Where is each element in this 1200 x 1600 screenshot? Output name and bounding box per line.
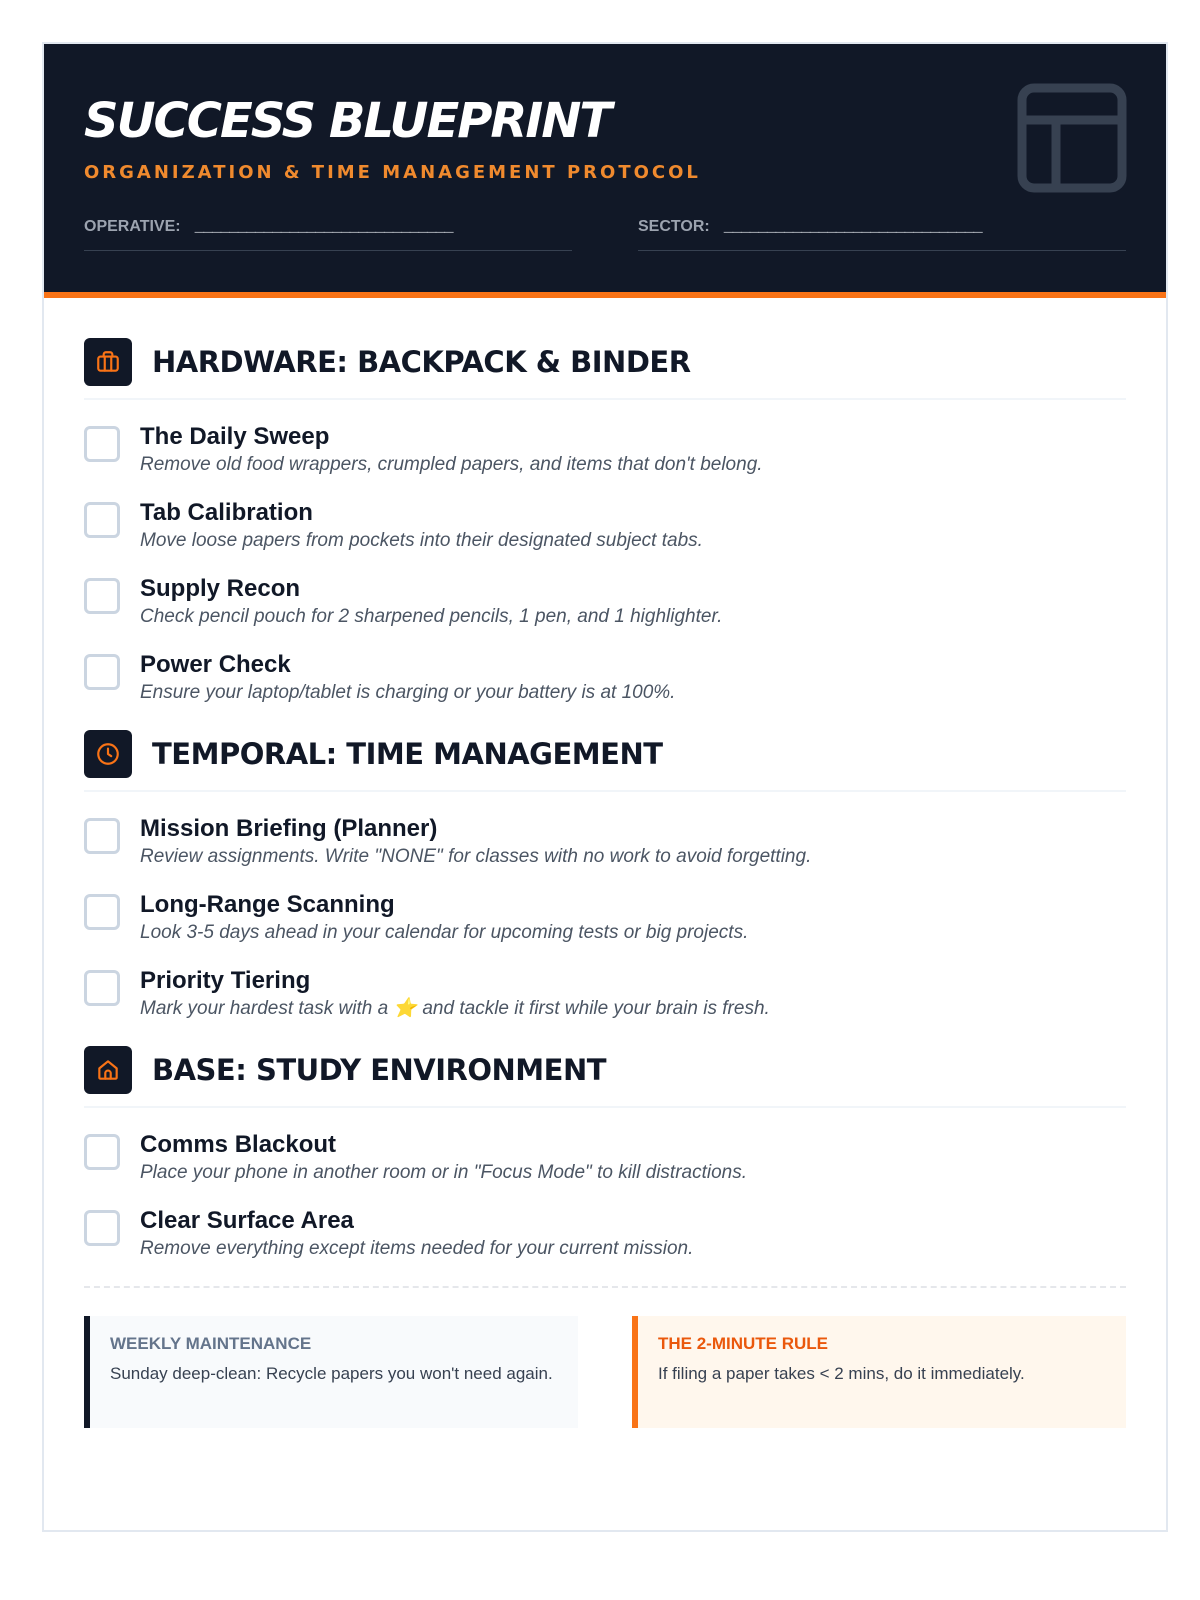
checklist-item bbox=[84, 966, 1126, 1022]
checkbox[interactable] bbox=[84, 654, 120, 690]
item-title: Priority Tiering bbox=[140, 967, 311, 994]
note-title: WEEKLY MAINTENANCE bbox=[110, 1334, 312, 1353]
item-title: Supply Recon bbox=[140, 575, 301, 602]
note-text: If filing a paper takes < 2 mins, do it immediately. bbox=[658, 1364, 1025, 1383]
item-description: Place your phone in another room or in "Focus Mode" to kill distractions. bbox=[140, 1162, 748, 1183]
checklist-item bbox=[84, 1130, 1126, 1186]
checklist-item bbox=[84, 574, 1126, 630]
page-title: SUCCESS BLUEPRINT bbox=[84, 93, 611, 149]
page-subtitle: ORGANIZATION & TIME MANAGEMENT PROTOCOL bbox=[84, 162, 701, 183]
checklist-item bbox=[84, 422, 1126, 478]
two-minute-rule-note bbox=[632, 1316, 1126, 1428]
item-description: Look 3-5 days ahead in your calendar for upcoming tests or big projects. bbox=[140, 922, 749, 943]
note-text: Sunday deep-clean: Recycle papers you won't need again. bbox=[110, 1364, 553, 1383]
item-title: Mission Briefing (Planner) bbox=[140, 815, 438, 842]
checkbox[interactable] bbox=[84, 426, 120, 462]
weekly-maintenance-note bbox=[84, 1316, 578, 1428]
section-base bbox=[84, 1046, 1126, 1262]
item-description: Ensure your laptop/tablet is charging or your battery is at 100%. bbox=[140, 682, 676, 703]
item-description: Check pencil pouch for 2 sharpened pencils, 1 pen, and 1 highlighter. bbox=[140, 606, 723, 627]
checkbox[interactable] bbox=[84, 502, 120, 538]
briefcase-icon bbox=[84, 338, 132, 386]
item-title: Clear Surface Area bbox=[140, 1207, 354, 1234]
checklist-content bbox=[44, 298, 1166, 1428]
section-title: BASE: STUDY ENVIRONMENT bbox=[152, 1053, 607, 1087]
checklist-item bbox=[84, 814, 1126, 870]
item-title: Long-Range Scanning bbox=[140, 891, 395, 918]
checkbox[interactable] bbox=[84, 1134, 120, 1170]
sector-label: SECTOR: bbox=[638, 218, 710, 235]
note-title: THE 2-MINUTE RULE bbox=[658, 1334, 828, 1353]
section-header bbox=[84, 338, 1126, 400]
dashed-divider bbox=[84, 1286, 1126, 1288]
operative-blank: ______________________________ bbox=[194, 218, 453, 236]
item-description: Review assignments. Write "NONE" for classes with no work to avoid forgetting. bbox=[140, 846, 812, 867]
item-title: Comms Blackout bbox=[140, 1131, 337, 1158]
item-description: Remove everything except items needed for your current mission. bbox=[140, 1238, 694, 1259]
sector-field[interactable] bbox=[638, 204, 1126, 251]
info-fields bbox=[84, 204, 1126, 251]
section-title: TEMPORAL: TIME MANAGEMENT bbox=[152, 737, 663, 771]
checkbox[interactable] bbox=[84, 894, 120, 930]
operative-field[interactable] bbox=[84, 204, 572, 251]
item-title: Tab Calibration bbox=[140, 499, 313, 526]
section-title: HARDWARE: BACKPACK & BINDER bbox=[152, 345, 691, 379]
section-header bbox=[84, 730, 1126, 792]
checklist-item bbox=[84, 1206, 1126, 1262]
checklist-item bbox=[84, 890, 1126, 946]
layout-icon bbox=[1016, 82, 1128, 194]
clock-icon bbox=[84, 730, 132, 778]
section-hardware bbox=[84, 338, 1126, 706]
checkbox[interactable] bbox=[84, 578, 120, 614]
checkbox[interactable] bbox=[84, 970, 120, 1006]
operative-label: OPERATIVE: bbox=[84, 218, 181, 235]
sector-blank: ______________________________ bbox=[723, 218, 982, 236]
section-temporal bbox=[84, 730, 1126, 1022]
checklist-item bbox=[84, 498, 1126, 554]
checklist-item bbox=[84, 650, 1126, 706]
item-title: The Daily Sweep bbox=[140, 423, 330, 450]
checkbox[interactable] bbox=[84, 818, 120, 854]
footer-notes bbox=[84, 1316, 1126, 1428]
checkbox[interactable] bbox=[84, 1210, 120, 1246]
home-icon bbox=[84, 1046, 132, 1094]
section-header bbox=[84, 1046, 1126, 1108]
checklist-sheet bbox=[42, 42, 1168, 1532]
header-banner bbox=[44, 44, 1166, 298]
item-title: Power Check bbox=[140, 651, 291, 678]
item-description: Mark your hardest task with a ⭐ and tackle it first while your brain is fresh. bbox=[140, 998, 770, 1019]
item-description: Remove old food wrappers, crumpled papers, and items that don't belong. bbox=[140, 454, 763, 475]
item-description: Move loose papers from pockets into their designated subject tabs. bbox=[140, 530, 703, 551]
